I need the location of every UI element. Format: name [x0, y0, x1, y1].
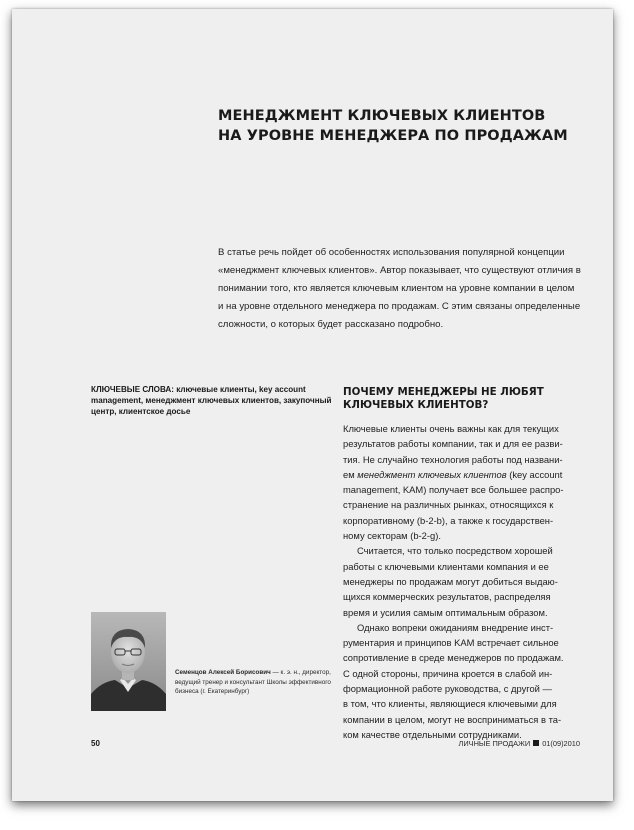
article-body	[343, 421, 593, 742]
body-line: щихся коммерческих результатов, распределяя	[343, 591, 551, 603]
abstract-line: понимании того, кто является ключевым клиентом на уровне компании в целом	[218, 283, 575, 294]
body-line: ком качестве отдельными сотрудниками.	[343, 728, 522, 740]
article-title	[218, 106, 578, 146]
journal-footer	[459, 739, 581, 748]
abstract-line: В статье речь пойдет об особенностях использования популярной концепции	[218, 247, 565, 258]
body-line: ному секторам (b-2-g).	[343, 530, 441, 542]
keywords-line: центр, клиентское досье	[91, 407, 191, 416]
keywords-block	[91, 384, 341, 417]
section-heading-line: КЛЮЧЕВЫХ КЛИЕНТОВ?	[343, 399, 489, 411]
page-number: 50	[91, 739, 100, 748]
title-line: МЕНЕДЖМЕНТ КЛЮЧЕВЫХ КЛИЕНТОВ	[218, 108, 546, 124]
section-heading	[343, 386, 593, 412]
author-name: Семенцов Алексей Борисович	[175, 669, 271, 676]
author-line	[175, 668, 345, 678]
article-abstract	[218, 244, 590, 334]
abstract-line: «менеджмент ключевых клиентов». Автор показывает, что существуют отличия в	[218, 265, 581, 276]
square-separator-icon	[533, 740, 539, 746]
author-line: ведущий тренер и консультант Школы эффективного	[175, 678, 331, 686]
author-credentials: — к. э. н., директор,	[270, 669, 331, 676]
body-line: результатов работы компании, так и для ее разви-	[343, 438, 563, 450]
body-line: работы с ключевыми клиентами компания и ее	[343, 560, 549, 572]
magazine-page	[12, 9, 613, 801]
body-line: менеджеры по продажам могут добиться выдаю-	[343, 575, 558, 587]
body-line	[343, 467, 593, 482]
body-line: Ключевые клиенты очень важны как для текущих	[343, 423, 559, 434]
author-bio	[175, 668, 345, 697]
body-line: в том, что клиенты, являющиеся ключевыми для	[343, 698, 557, 710]
body-line: С одной стороны, причина кроется в слабой ин-	[343, 667, 553, 679]
abstract-line: сложности, о которых будет рассказано подробно.	[218, 319, 444, 330]
body-line: рументария и принципов KAM встречает сильное	[343, 637, 559, 649]
body-line: management, KAM) получает все большее распро-	[343, 484, 564, 496]
author-line: бизнеса (г. Екатеринбург)	[175, 688, 250, 695]
body-text-fragment: (key account	[506, 468, 563, 480]
body-line: Однако вопреки ожиданиям внедрение инст-	[357, 621, 554, 633]
body-emphasis: менеджмент ключевых клиентов	[357, 468, 507, 480]
keywords-line: КЛЮЧЕВЫЕ СЛОВА: ключевые клиенты, key account	[91, 385, 306, 394]
author-photo	[91, 612, 166, 711]
body-line: корпоративному (b-2-b), а также к государствен-	[343, 514, 554, 526]
body-line: странение на различных рынках, относящихся к	[343, 499, 554, 511]
body-text-fragment: ем	[343, 468, 358, 480]
body-line: Считается, что только посредством хорошей	[357, 545, 553, 557]
body-line: компании в целом, могут не восприниматься в та-	[343, 713, 562, 725]
journal-name: ЛИЧНЫЕ ПРОДАЖИ	[458, 739, 531, 748]
body-line: формационной работе руководства, с другой —	[343, 683, 552, 695]
author-portrait-image	[91, 612, 166, 711]
title-line: НА УРОВНЕ МЕНЕДЖЕРА ПО ПРОДАЖАМ	[218, 128, 568, 144]
body-line: время и усилия самым оптимальным образом.	[343, 606, 548, 618]
abstract-line: и на уровне отдельного менеджера по продажам. С этим связаны определенные	[218, 301, 581, 312]
body-line: сопротивление в среде менеджеров по продажам.	[343, 652, 564, 664]
keywords-line: management, менеджмент ключевых клиентов, закупочный	[91, 396, 332, 405]
section-heading-line: ПОЧЕМУ МЕНЕДЖЕРЫ НЕ ЛЮБЯТ	[343, 386, 544, 398]
journal-issue: 01(09)2010	[542, 739, 580, 748]
body-line: тия. Не случайно технология работы под названи-	[343, 453, 563, 465]
